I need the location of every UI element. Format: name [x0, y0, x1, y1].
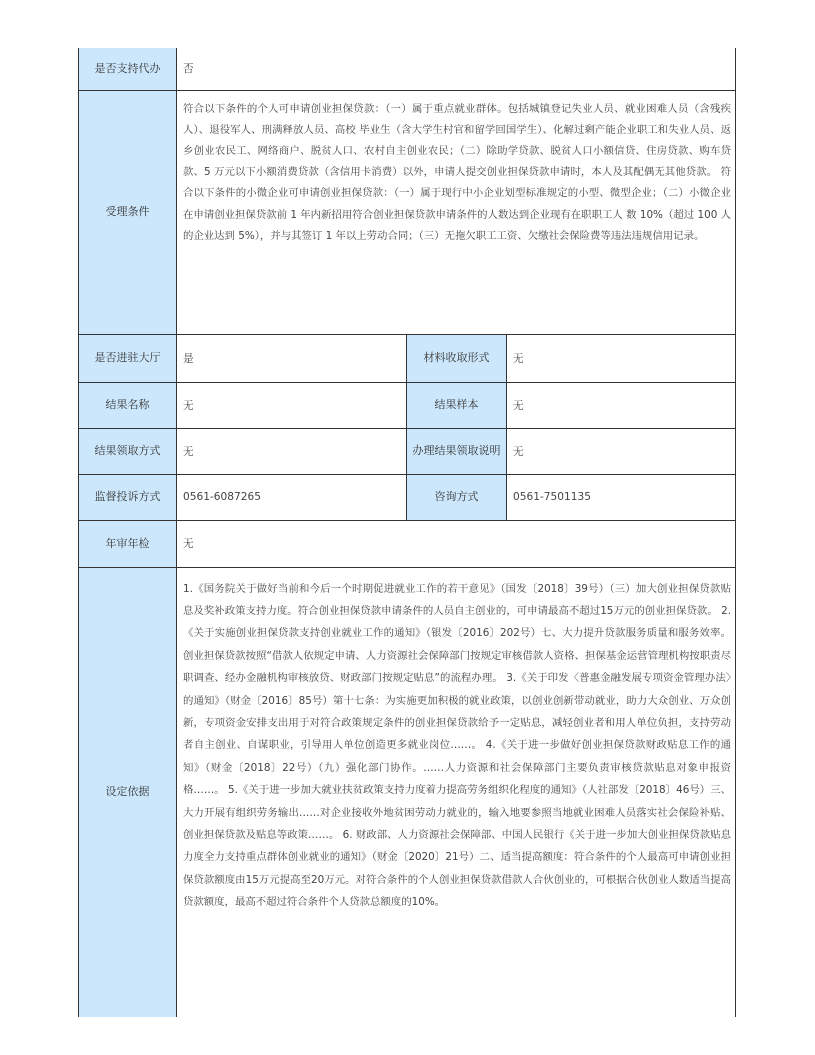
annual-value: 无: [177, 520, 736, 567]
row-result-pickup: [79, 428, 736, 474]
proxy-label: 是否支持代办: [79, 48, 177, 90]
row-result-name: [79, 382, 736, 428]
annual-label: 年审年检: [79, 520, 177, 567]
row-supervision: [79, 474, 736, 520]
hall-value: 是: [177, 334, 407, 382]
result-sample-label: 结果样本: [407, 382, 507, 428]
result-pickup-note-value: 无: [507, 428, 736, 474]
material-form-value: 无: [507, 334, 736, 382]
hall-label: 是否进驻大厅: [79, 334, 177, 382]
result-name-value: 无: [177, 382, 407, 428]
result-name-label: 结果名称: [79, 382, 177, 428]
row-annual: [79, 520, 736, 567]
result-pickup-note-label: 办理结果领取说明: [407, 428, 507, 474]
supervision-phone: 0561-6087265: [177, 474, 407, 520]
result-pickup-label: 结果领取方式: [79, 428, 177, 474]
proxy-value: 否: [177, 48, 736, 90]
material-form-label: 材料收取形式: [407, 334, 507, 382]
service-info-table: [78, 48, 736, 1017]
basis-label: 设定依据: [79, 567, 177, 1017]
supervision-label: 监督投诉方式: [79, 474, 177, 520]
row-conditions: [79, 90, 736, 334]
row-basis: [79, 567, 736, 1017]
consult-label: 咨询方式: [407, 474, 507, 520]
conditions-label: 受理条件: [79, 90, 177, 334]
basis-value: 1.《国务院关于做好当前和今后一个时期促进就业工作的若干意见》（国发〔2018〕39号）（三）加大创业担保贷款贴息及奖补政策支持力度。符合创业担保贷款申请条件的人员自主创业的，可申请最高不超过15万元的创业担保贷款。 2.《关于实施创业担保贷款支持创业就业工作的通知》（银发〔2016〕202号）七、大力提升贷款服务质量和服务效率。创业担保贷款按照“借款人依规定申请、人力资源社会保障部门按规定审核借款人资格、担保基金运营管理机构按职责尽职调查、经办金融机构审核放贷、财政部门按规定贴息”的流程办理。 3.《关于印发〈普惠金融发展专项资金管理办法〉的通知》（财金〔2016〕85号）第十七条：为实施更加积极的就业政策，以创业创新带动就业，助力大众创业、万众创新，专项资金安排支出用于对符合政策规定条件的创业担保贷款给予一定贴息，减轻创业者和用人单位负担，支持劳动者自主创业、自谋职业，引导用人单位创造更多就业岗位……。 4.《关于进一步做好创业担保贷款财政贴息工作的通知》（财金〔2018〕22号）（九）强化部门协作。……人力资源和社会保障部门主要负责审核贷款贴息对象申报资格……。 5.《关于进一步加大就业扶贫政策支持力度着力提高劳务组织化程度的通知》（人社部发〔2018〕46号）三、大力开展有组织劳务输出……对企业接收外地贫困劳动力就业的，输入地要参照当地就业困难人员落实社会保险补贴、创业担保贷款及贴息等政策……。 6. 财政部、人力资源社会保障部、中国人民银行《关于进一步加大创业担保贷款贴息力度全力支持重点群体创业就业的通知》（财金〔2020〕21号）二、适当提高额度：符合条件的个人最高可申请创业担保贷款额度由15万元提高至20万元。对符合条件的个人创业担保贷款借款人合伙创业的，可根据合伙创业人数适当提高贷款额度，最高不超过符合条件个人贷款总额度的10%。: [177, 567, 736, 1017]
result-pickup-value: 无: [177, 428, 407, 474]
result-sample-value: 无: [507, 382, 736, 428]
conditions-value: 符合以下条件的个人可申请创业担保贷款：（一）属于重点就业群体。包括城镇登记失业人员、就业困难人员（含残疾人）、退役军人、刑满释放人员、高校 毕业生（含大学生村官和留学回国学生）、化解过剩产能企业职工和失业人员、返乡创业农民工、网络商户、脱贫人口、农村自主创业农民；（二）除助学贷款、脱贫人口小额信贷、住房贷款、购车贷款、5 万元以下小额消费贷款（含信用卡消费）以外，申请人提交创业担保贷款申请时，本人及其配偶无其他贷款。 符合以下条件的小微企业可申请创业担保贷款：（一）属于现行中小企业划型标准规定的小型、微型企业；（二）小微企业在申请创业担保贷款前 1 年内新招用符合创业担保贷款申请条件的人数达到企业现有在职职工人 数 10%（超过 100 人的企业达到 5%），并与其签订 1 年以上劳动合同；（三）无拖欠职工工资、欠缴社会保险费等违法违规信用记录。: [177, 90, 736, 334]
row-proxy: [79, 48, 736, 90]
row-hall: [79, 334, 736, 382]
consult-phone: 0561-7501135: [507, 474, 736, 520]
